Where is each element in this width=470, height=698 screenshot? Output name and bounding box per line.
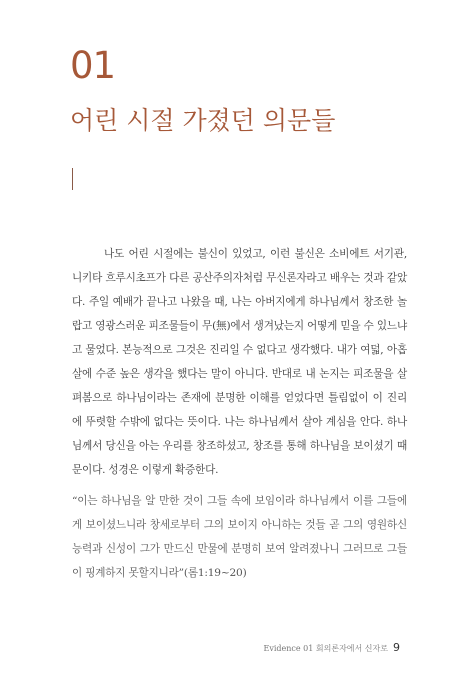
page-number: 9: [393, 641, 400, 654]
page-footer: [263, 641, 400, 654]
scripture-quote: “이는 하나님을 알 만한 것이 그들 속에 보임이라 하나님께서 이를 그들에게 보이셨느니라 창세로부터 그의 보이지 아니하는 것들 곧 그의 영원하신 능력과 신성이 그가 만드신 만물에 분명히 보여 알려졌나니 그러므로 그들이 핑계하지 못할지니라”(롬1:19~20): [72, 495, 407, 579]
chapter-number: 01: [70, 44, 116, 87]
running-title: Evidence 01 회의론자에서 신자로: [263, 644, 388, 653]
chapter-title: 어린 시절 가졌던 의문들: [70, 106, 336, 135]
title-divider: [72, 168, 73, 190]
body-paragraph: 나도 어린 시절에는 불신이 있었고, 이런 불신은 소비에트 서기관, 니키타 흐루시초프가 다른 공산주의자처럼 무신론자라고 배우는 것과 같았다. 주일 예배가 끝나고 나왔을 때, 나는 아버지에게 하나님께서 창조한 놀랍고 영광스러운 피조물들이 무(無)에서 생겨났는지 어떻게 믿을 수 있느냐고 물었다. 본능적으로 그것은 진리일 수 없다고 생각했다. 내가 여덟, 아홉 살에 수준 높은 생각을 했다는 말이 아니다. 반대로 내 논지는 피조물을 살펴봄으로 하나님이라는 존재에 분명한 이해를 얻었다면 틀림없이 이 진리에 뚜렷할 수밖에 없다는 뜻이다. 나는 하나님께서 살아 계심을 안다. 하나님께서 당신을 아는 우리를 창조하셨고, 창조를 통해 하나님을 보이셨기 때문이다. 성경은 이렇게 확증한다.: [72, 248, 407, 476]
